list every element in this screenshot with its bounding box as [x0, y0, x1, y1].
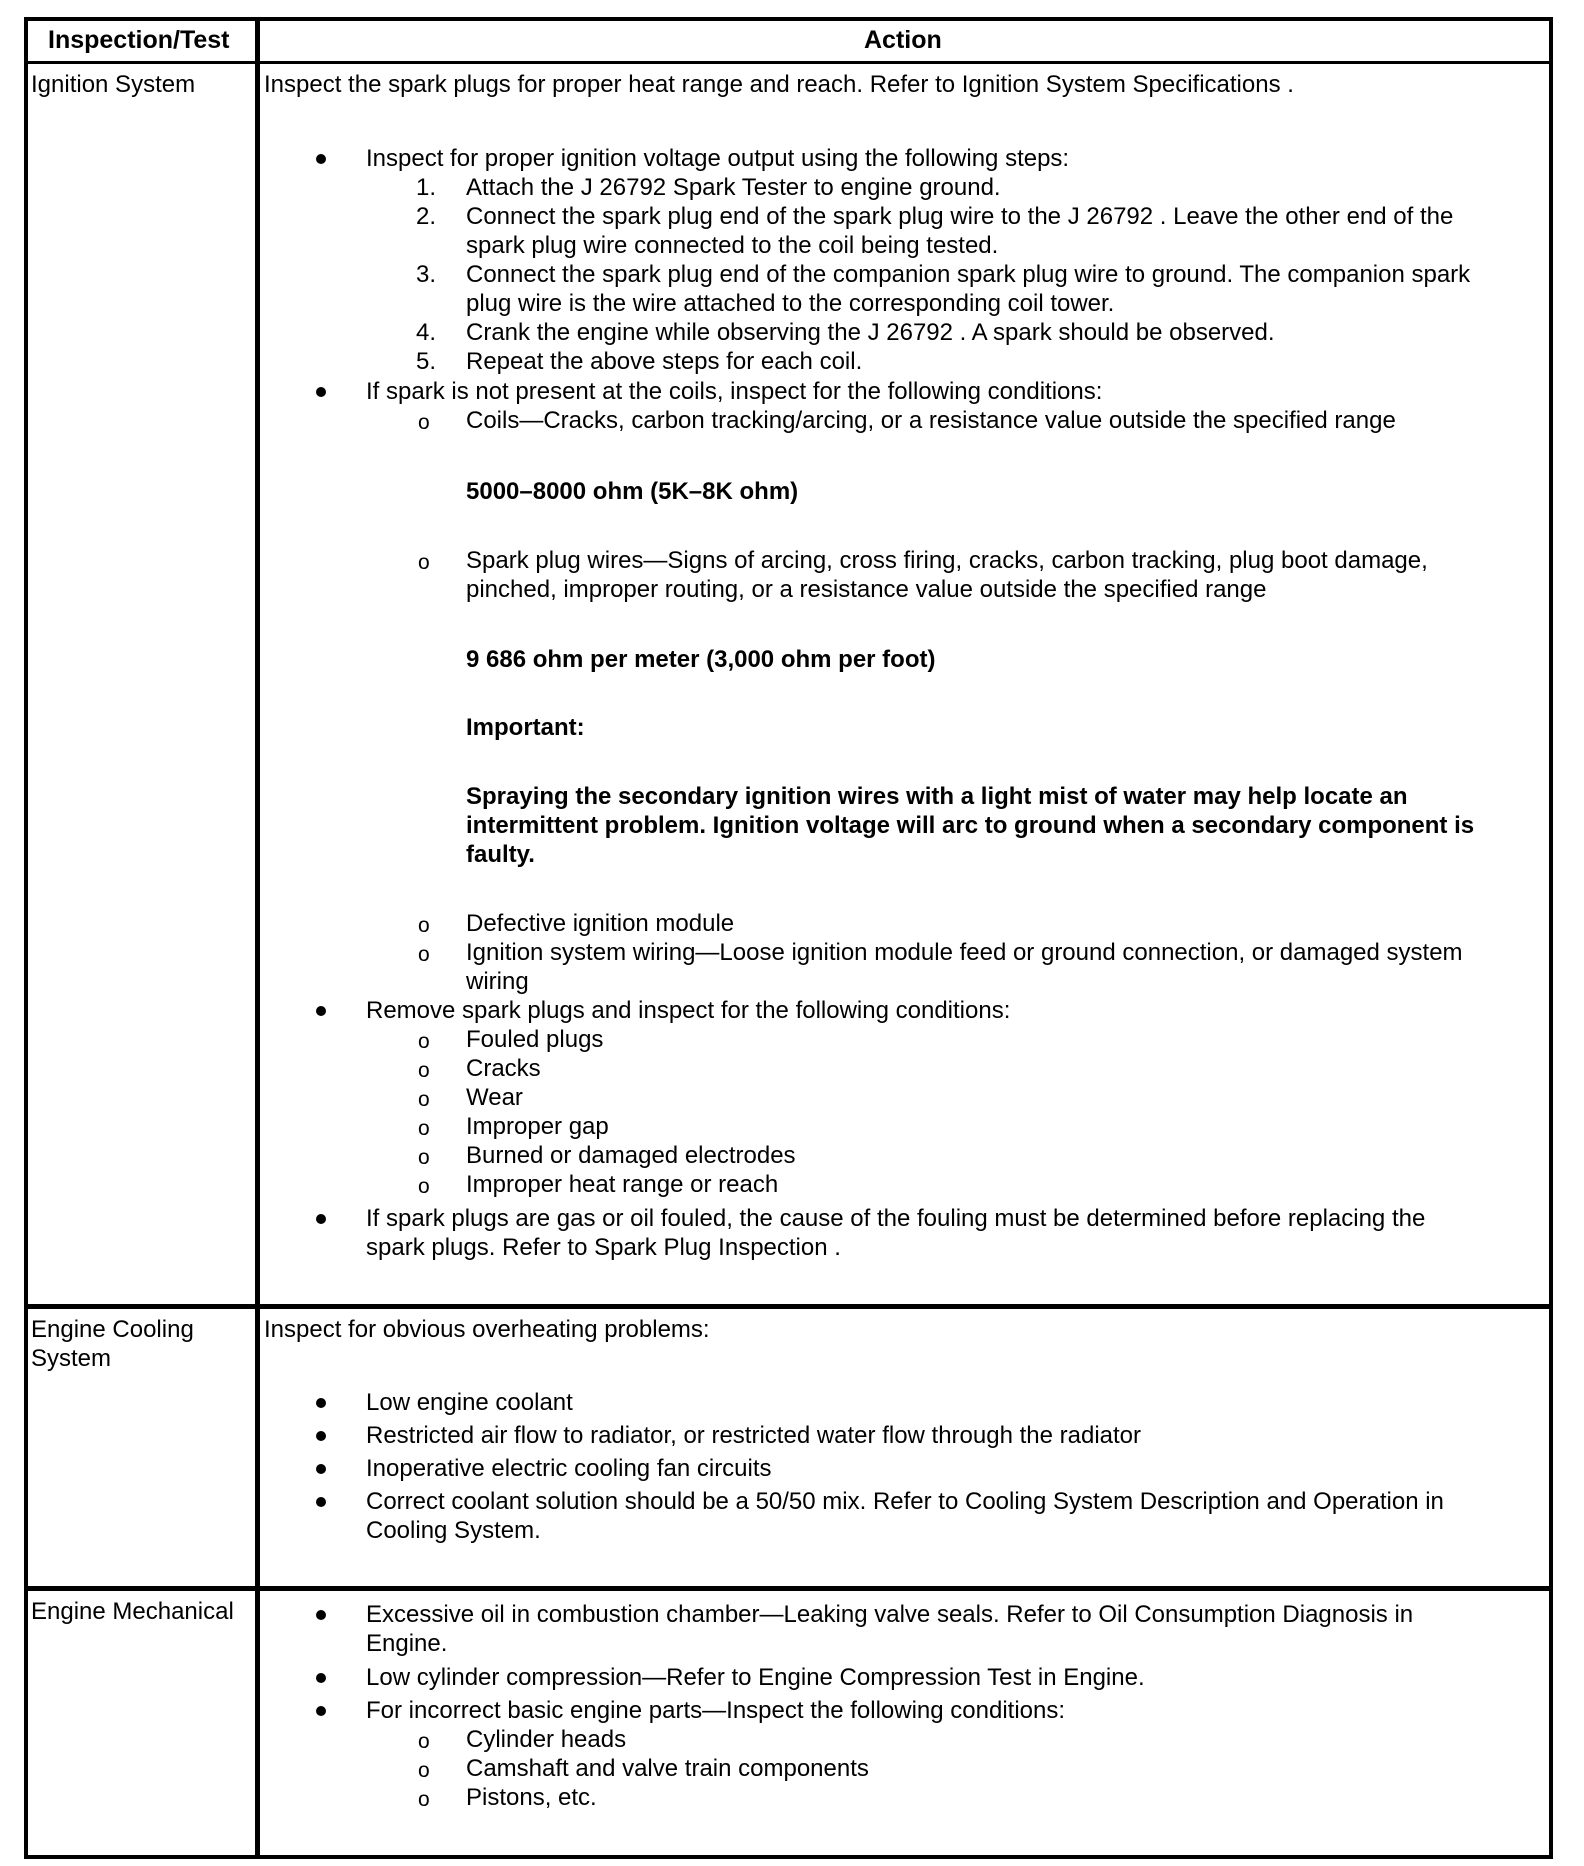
- wires-condition-cont: pinched, improper routing, or a resistance value outside the specified range: [466, 576, 1267, 603]
- sub-bullet-icon: o: [418, 1730, 430, 1753]
- row-label-ignition: Ignition System: [31, 71, 196, 98]
- cooling-item: Restricted air flow to radiator, or restricted water flow through the radiator: [366, 1422, 1142, 1449]
- mechanical-oil: Excessive oil in combustion chamber—Leaking valve seals. Refer to Oil Consumption Diagnosis in: [366, 1601, 1414, 1628]
- plug-condition: Burned or damaged electrodes: [466, 1142, 796, 1169]
- wiring-condition: Ignition system wiring—Loose ignition module feed or ground connection, or damaged system: [466, 939, 1463, 966]
- header-action: Action: [864, 26, 942, 54]
- mechanical-part: Camshaft and valve train components: [466, 1755, 869, 1782]
- sub-bullet-icon: o: [418, 1088, 430, 1111]
- plug-condition: Fouled plugs: [466, 1026, 604, 1053]
- mechanical-part: Pistons, etc.: [466, 1784, 597, 1811]
- table-border-right: [1549, 17, 1553, 1859]
- step-number: 5.: [416, 348, 437, 375]
- step-text: Connect the spark plug end of the spark plug wire to the J 26792 . Leave the other end of the: [466, 203, 1454, 230]
- row-label-cooling: Engine Cooling: [31, 1316, 194, 1343]
- cooling-intro: Inspect for obvious overheating problems:: [264, 1316, 710, 1343]
- bullet-icon: [316, 1214, 326, 1224]
- bullet-icon: [316, 1673, 326, 1683]
- important-note-cont: faulty.: [466, 841, 535, 868]
- column-divider: [255, 17, 260, 1859]
- module-condition: Defective ignition module: [466, 910, 735, 937]
- plug-condition: Improper gap: [466, 1113, 609, 1140]
- ignition-bullet-voltage: Inspect for proper ignition voltage output using the following steps:: [366, 145, 1070, 172]
- mechanical-oil-cont: Engine.: [366, 1630, 448, 1657]
- cooling-item: Inoperative electric cooling fan circuits: [366, 1455, 772, 1482]
- plug-condition: Improper heat range or reach: [466, 1171, 779, 1198]
- bullet-icon: [316, 1706, 326, 1716]
- ignition-bullet-fouled-cont: spark plugs. Refer to Spark Plug Inspection .: [366, 1234, 841, 1261]
- coils-spec: 5000–8000 ohm (5K–8K ohm): [466, 478, 799, 505]
- bullet-icon: [316, 1610, 326, 1620]
- row-label-cooling-cont: System: [31, 1345, 112, 1372]
- cooling-item: Low engine coolant: [366, 1389, 573, 1416]
- ignition-bullet-fouled: If spark plugs are gas or oil fouled, the cause of the fouling must be determined before replacing the: [366, 1205, 1426, 1232]
- bullet-icon: [316, 1431, 326, 1441]
- sub-bullet-icon: o: [418, 1117, 430, 1140]
- sub-bullet-icon: o: [418, 411, 430, 434]
- row-divider-ignition: [24, 1304, 1553, 1309]
- cooling-item-cont: Cooling System.: [366, 1517, 541, 1544]
- table-border-left: [24, 17, 28, 1859]
- ignition-bullet-remove-plugs: Remove spark plugs and inspect for the following conditions:: [366, 997, 1011, 1024]
- step-text: Repeat the above steps for each coil.: [466, 348, 863, 375]
- step-text: plug wire is the wire attached to the corresponding coil tower.: [466, 290, 1115, 317]
- important-note: Spraying the secondary ignition wires with a light mist of water may help locate an: [466, 783, 1408, 810]
- step-number: 2.: [416, 203, 437, 230]
- sub-bullet-icon: o: [418, 1030, 430, 1053]
- row-divider-cooling: [24, 1586, 1553, 1591]
- mechanical-parts: For incorrect basic engine parts—Inspect the following conditions:: [366, 1697, 1066, 1724]
- step-text: Attach the J 26792 Spark Tester to engine ground.: [466, 174, 1001, 201]
- bullet-icon: [316, 154, 326, 164]
- mechanical-part: Cylinder heads: [466, 1726, 627, 1753]
- wiring-condition-cont: wiring: [466, 968, 529, 995]
- sub-bullet-icon: o: [418, 943, 430, 966]
- plug-condition: Cracks: [466, 1055, 541, 1082]
- ignition-bullet-no-spark: If spark is not present at the coils, inspect for the following conditions:: [366, 378, 1103, 405]
- header-inspection-test: Inspection/Test: [48, 26, 230, 54]
- wires-condition: Spark plug wires—Signs of arcing, cross firing, cracks, carbon tracking, plug boot damage,: [466, 547, 1428, 574]
- important-label: Important:: [466, 714, 585, 741]
- important-note-cont: intermittent problem. Ignition voltage will arc to ground when a secondary component is: [466, 812, 1475, 839]
- bullet-icon: [316, 1464, 326, 1474]
- step-text: Connect the spark plug end of the companion spark plug wire to ground. The companion spark: [466, 261, 1471, 288]
- sub-bullet-icon: o: [418, 1059, 430, 1082]
- step-text: spark plug wire connected to the coil being tested.: [466, 232, 999, 259]
- step-number: 1.: [416, 174, 437, 201]
- plug-condition: Wear: [466, 1084, 523, 1111]
- step-number: 3.: [416, 261, 437, 288]
- step-number: 4.: [416, 319, 437, 346]
- sub-bullet-icon: o: [418, 914, 430, 937]
- bullet-icon: [316, 387, 326, 397]
- wires-spec: 9 686 ohm per meter (3,000 ohm per foot): [466, 646, 936, 673]
- sub-bullet-icon: o: [418, 1759, 430, 1782]
- mechanical-compression: Low cylinder compression—Refer to Engine Compression Test in Engine.: [366, 1664, 1145, 1691]
- ignition-intro: Inspect the spark plugs for proper heat range and reach. Refer to Ignition System Specifications .: [264, 71, 1294, 98]
- header-row-divider: [24, 61, 1553, 64]
- sub-bullet-icon: o: [418, 1146, 430, 1169]
- row-label-mechanical: Engine Mechanical: [31, 1598, 234, 1625]
- bullet-icon: [316, 1398, 326, 1408]
- table-border-bottom: [24, 1855, 1553, 1859]
- step-text: Crank the engine while observing the J 26792 . A spark should be observed.: [466, 319, 1275, 346]
- sub-bullet-icon: o: [418, 1788, 430, 1811]
- sub-bullet-icon: o: [418, 1175, 430, 1198]
- cooling-item: Correct coolant solution should be a 50/50 mix. Refer to Cooling System Description and Operation in: [366, 1488, 1444, 1515]
- bullet-icon: [316, 1497, 326, 1507]
- coils-condition: Coils—Cracks, carbon tracking/arcing, or a resistance value outside the specified range: [466, 407, 1396, 434]
- bullet-icon: [316, 1006, 326, 1016]
- sub-bullet-icon: o: [418, 551, 430, 574]
- table-border-top: [24, 17, 1553, 21]
